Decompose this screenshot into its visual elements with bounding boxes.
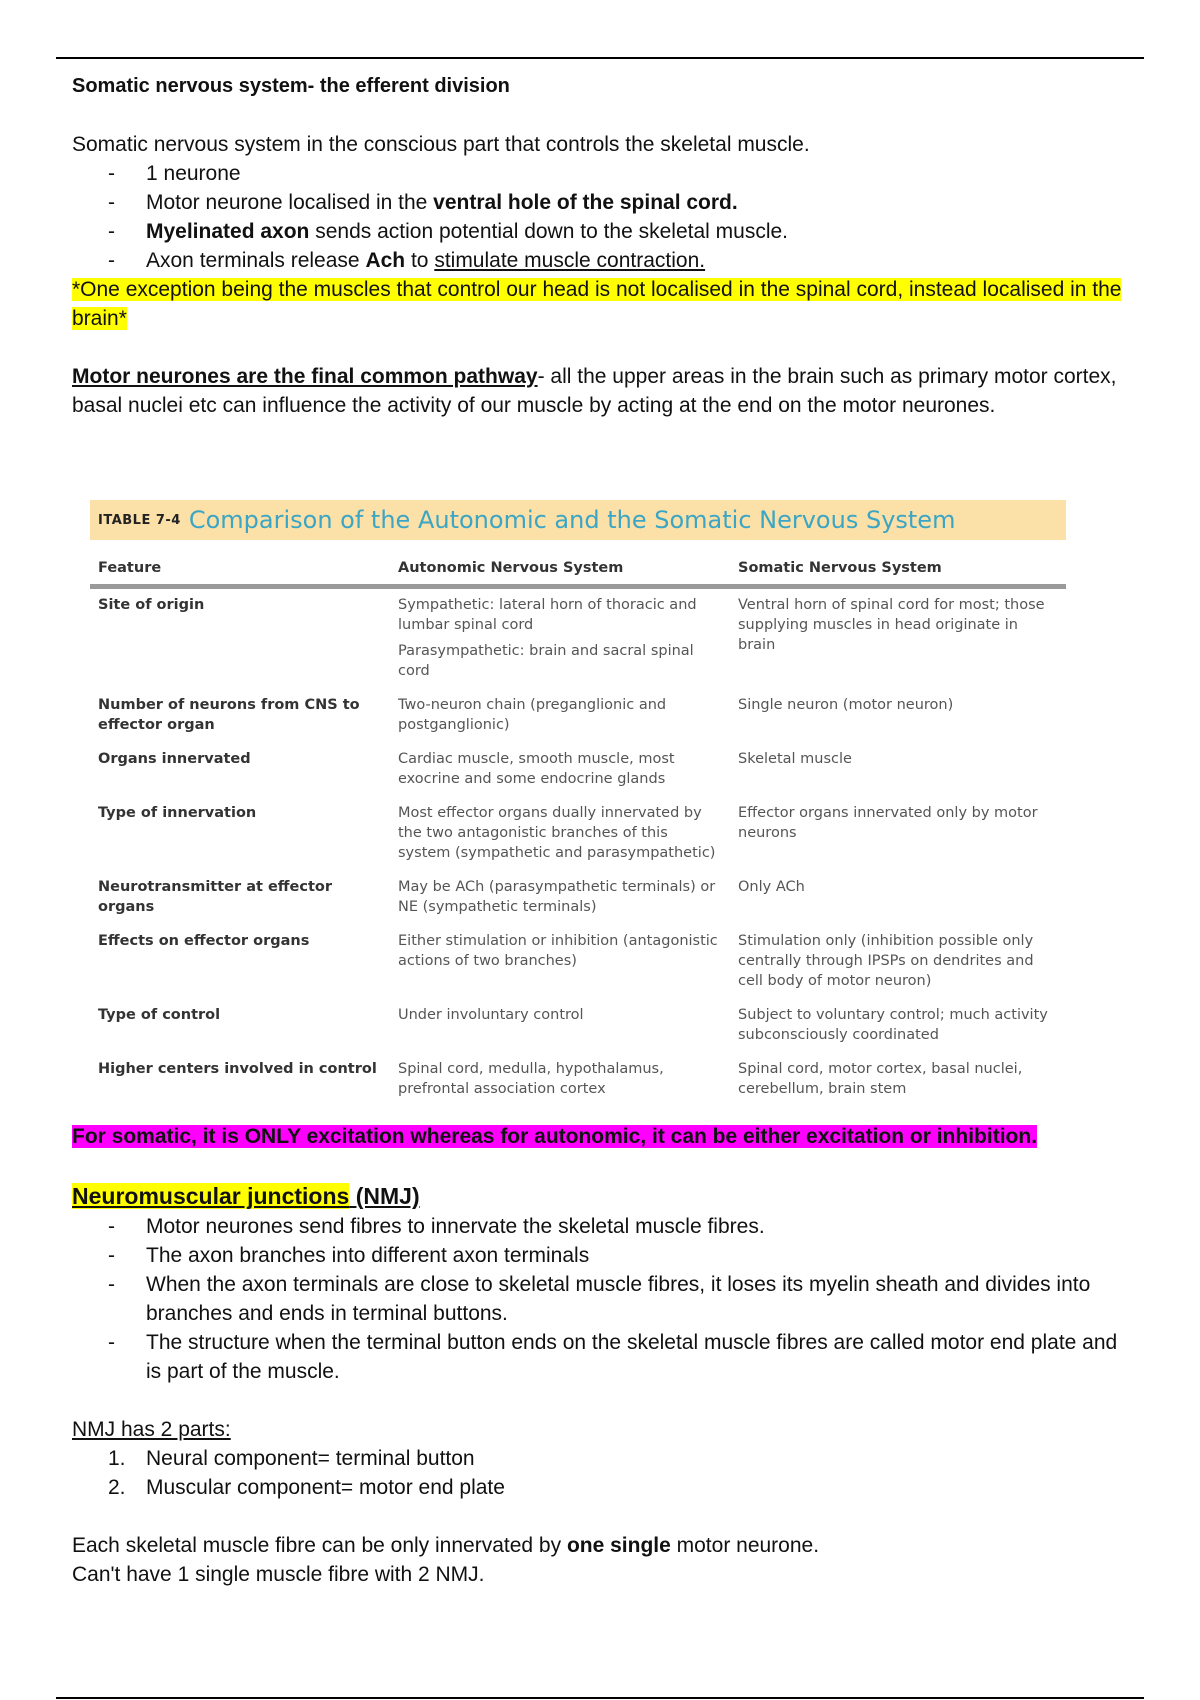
autonomic-cell: Under involuntary control [398, 1007, 584, 1023]
table-row [90, 871, 1066, 925]
dash-mark: - [108, 1215, 115, 1238]
list-item [72, 217, 1132, 246]
feature-cell: Type of innervation [98, 805, 257, 821]
dash-mark: - [108, 220, 115, 243]
highlighted-text: *One exception being the muscles that control our head is not localised in the spinal cord, instead localised in the brain* [72, 278, 1122, 330]
bullet-text: The structure when the terminal button ends on the skeletal muscle fibres are called motor end plate and is part of the muscle. [146, 1331, 1118, 1383]
exception-note [72, 275, 1132, 333]
dash-mark: - [108, 1244, 115, 1267]
closing-bold-text: one single [566, 1534, 671, 1557]
autonomic-cell: Cardiac muscle, smooth muscle, most exocrine and some endocrine glands [398, 751, 675, 787]
feature-cell: Type of control [98, 1007, 221, 1023]
table-row [90, 797, 1066, 871]
list-item [72, 246, 1132, 275]
column-header: Feature [90, 550, 390, 587]
bullet-text: Motor neurone localised in the [146, 191, 434, 214]
table-row [90, 689, 1066, 743]
somatic-cell: Single neuron (motor neuron) [738, 697, 954, 713]
somatic-cell: Subject to voluntary control; much activity subconsciously coordinated [738, 1007, 1048, 1043]
bullet-text: Motor neurones send fibres to innervate the skeletal muscle fibres. [146, 1215, 765, 1238]
part-text: Muscular component= motor end plate [146, 1476, 505, 1499]
table-header-banner [90, 500, 1066, 540]
feature-cell: Effects on effector organs [98, 933, 310, 949]
cell-text: Sympathetic: lateral horn of thoracic and lumbar spinal cord [398, 597, 697, 633]
closing-line-2: Can't have 1 single muscle fibre with 2 NMJ. [72, 1563, 485, 1586]
number-mark: 2. [108, 1476, 126, 1499]
nmj-heading [72, 1180, 1132, 1212]
dash-mark: - [108, 1273, 115, 1296]
dash-mark: - [108, 191, 115, 214]
list-item [72, 1270, 1132, 1328]
final-pathway-text: - all the upper areas in the brain such as primary motor cortex, basal nuclei etc can influence the activity of our muscle by acting at the end on the motor neurones. [72, 365, 1117, 417]
dash-mark: - [108, 162, 115, 185]
top-rule [56, 57, 1144, 59]
bullet-bold-text: ventral hole of the spinal cord. [433, 191, 738, 214]
dash-mark: - [108, 1331, 115, 1354]
feature-cell: Neurotransmitter at effector organs [98, 879, 333, 915]
bullet-bold-text: Myelinated axon [146, 220, 310, 243]
table-title: Comparison of the Autonomic and the Somatic Nervous System [188, 506, 956, 534]
part-text: Neural component= terminal button [146, 1447, 475, 1470]
bullet-text: When the axon terminals are close to skeletal muscle fibres, it loses its myelin sheath and divides into branches and ends in terminal buttons. [146, 1273, 1091, 1325]
autonomic-cell [390, 587, 730, 690]
table-row [90, 925, 1066, 999]
table-row [90, 587, 1066, 690]
final-pathway-paragraph [72, 362, 1132, 420]
bottom-rule [56, 1697, 1144, 1699]
list-item [72, 1444, 1132, 1473]
nmj-abbr: (NMJ) [349, 1183, 420, 1209]
bullet-text: to [405, 249, 435, 272]
autonomic-cell: May be ACh (parasympathetic terminals) or NE (sympathetic terminals) [398, 879, 716, 915]
parts-heading-text: NMJ has 2 parts: [72, 1418, 231, 1441]
list-item [72, 1473, 1132, 1502]
bullet-text: The axon branches into different axon terminals [146, 1244, 590, 1267]
table-tag: ITABLE 7-4 [98, 512, 181, 528]
cell-text: Parasympathetic: brain and sacral spinal cord [398, 643, 694, 679]
autonomic-cell: Spinal cord, medulla, hypothalamus, prefrontal association cortex [398, 1061, 664, 1097]
feature-cell: Higher centers involved in control [98, 1061, 377, 1077]
somatic-bullet-list [72, 159, 1132, 275]
autonomic-cell: Most effector organs dually innervated by the two antagonistic branches of this system (sympathetic and parasympathetic) [398, 805, 716, 861]
nmj-parts-list [72, 1444, 1132, 1502]
number-mark: 1. [108, 1447, 126, 1470]
somatic-cell: Effector organs innervated only by motor neurons [738, 805, 1038, 841]
list-item [72, 1241, 1132, 1270]
autonomic-cell: Two-neuron chain (preganglionic and postganglionic) [398, 697, 667, 733]
somatic-cell: Spinal cord, motor cortex, basal nuclei, cerebellum, brain stem [738, 1061, 1023, 1097]
bullet-text: sends action potential down to the skeletal muscle. [309, 220, 789, 243]
magenta-highlighted-text: For somatic, it is ONLY excitation whereas for autonomic, it can be either excitation or inhibition. [72, 1125, 1038, 1148]
list-item [72, 1212, 1132, 1241]
nmj-parts-heading [72, 1415, 1132, 1444]
excitation-note [72, 1122, 1132, 1151]
table-row [90, 743, 1066, 797]
comparison-table [90, 550, 1066, 1107]
table-row [90, 999, 1066, 1053]
feature-cell: Organs innervated [98, 751, 251, 767]
list-item [72, 188, 1132, 217]
bullet-bold-text: Ach [365, 249, 406, 272]
autonomic-cell: Either stimulation or inhibition (antagonistic actions of two branches) [398, 933, 718, 969]
bullet-text: Axon terminals release [146, 249, 366, 272]
column-header: Autonomic Nervous System [390, 550, 730, 587]
somatic-cell: Skeletal muscle [738, 751, 852, 767]
bullet-underlined-text: stimulate muscle contraction. [434, 249, 706, 272]
intro-text: Somatic nervous system in the conscious part that controls the skeletal muscle. [72, 133, 810, 156]
table-row [90, 1053, 1066, 1107]
nmj-bullet-list [72, 1212, 1132, 1386]
table-header-row [90, 550, 1066, 587]
nmj-section [72, 1122, 1132, 1589]
closing-line-1 [72, 1531, 1132, 1560]
page-body [72, 72, 1132, 420]
closing-text: Each skeletal muscle fibre can be only innervated by [72, 1534, 567, 1557]
column-header: Somatic Nervous System [730, 550, 1066, 587]
list-item [72, 159, 1132, 188]
somatic-cell: Stimulation only (inhibition possible only centrally through IPSPs on dendrites and cell body of motor neuron) [738, 933, 1034, 989]
nmj-heading-text: Neuromuscular junctions [72, 1183, 350, 1209]
final-pathway-lead: Motor neurones are the final common pathway [72, 365, 538, 388]
section-heading: Somatic nervous system- the efferent division [72, 75, 510, 97]
closing-text: motor neurone. [670, 1534, 820, 1557]
list-item [72, 1328, 1132, 1386]
bullet-text: 1 neurone [146, 162, 241, 185]
comparison-table-figure [90, 500, 1066, 1107]
somatic-cell: Ventral horn of spinal cord for most; those supplying muscles in head originate in brain [738, 597, 1045, 653]
feature-cell: Number of neurons from CNS to effector organ [98, 697, 360, 733]
dash-mark: - [108, 249, 115, 272]
somatic-cell: Only ACh [738, 879, 805, 895]
feature-cell: Site of origin [98, 597, 205, 613]
